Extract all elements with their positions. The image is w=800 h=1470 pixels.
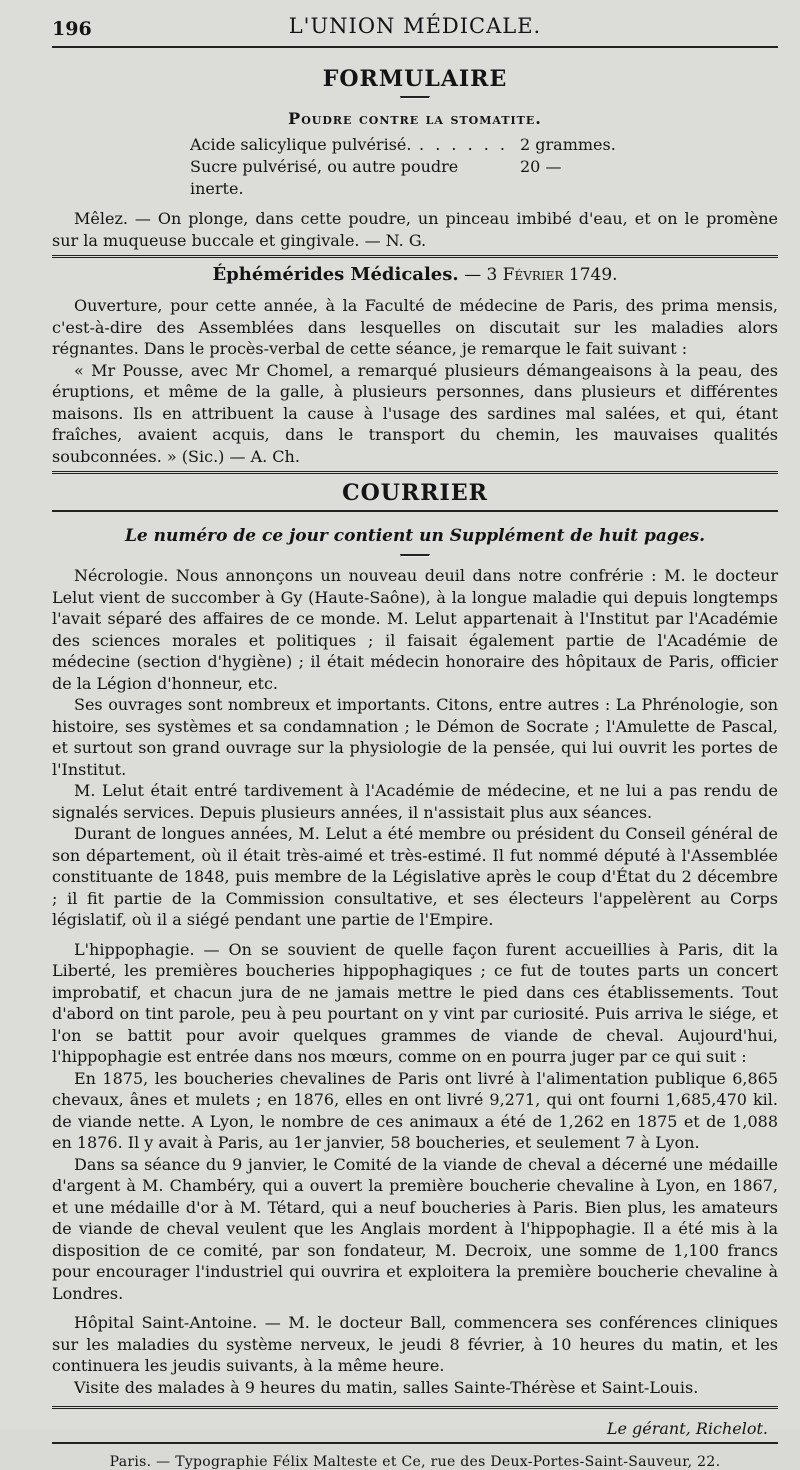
hopital-paragraph: Visite des malades à 9 heures du matin, salles Sainte-Thérèse et Saint-Louis. <box>74 1377 699 1397</box>
hippophagie-paragraph: En 1875, les boucheries chevalines de Paris ont livré à l'alimentation publique 6,865 chevaux, ânes et mulets ; en 1876, elles en ont livré 9,271, qui ont fourni 1,685,470 kil. de viande nette. A Lyon, le nombre de ces animaux a été de 1,262 en 1875 et de 1,088 en 1876. Il y avait à Paris, au 1er janvier, 58 boucheries, et seulement 7 à Lyon. <box>52 1068 778 1152</box>
ephemerides-paragraph: Ouverture, pour cette année, à la Faculté de médecine de Paris, des prima mensis, c'est-à-dire des Assemblées dans lesquelles on discutait sur les maladies alors régnantes. Dans le procès-verbal de cette séance, je remarque le fait suivant : <box>52 296 778 358</box>
ephemerides-heading <box>52 264 778 285</box>
page-number: 196 <box>52 18 92 40</box>
ingredient-name: Sucre pulvérisé, ou autre poudre inerte. <box>190 157 459 198</box>
recipe-ingredients <box>190 134 640 200</box>
ingredient-quantity: 20 — <box>520 157 562 176</box>
courrier-title: COURRIER <box>342 480 488 506</box>
hippophagie-paragraph: Dans sa séance du 9 janvier, le Comité de la viande de cheval a décerné une médaille d'argent à M. Chambéry, qui a ouvert la première boucherie chevaline à Lyon, en 1867, et une médaille d'or à M. Tétard, qui a neuf boucheries à Paris. Bien plus, les amateurs de viande de cheval veulent que les Anglais mordent à l'hippophagie. Il a été mis à la disposition de ce comité, par son fondateur, M. Decroix, une somme de 1,100 francs pour encourager l'industriel qui ouvrira et exploitera la première boucherie chevaline à Londres. <box>52 1154 778 1303</box>
necrologie-paragraph: Ses ouvrages sont nombreux et importants. Citons, entre autres : La Phrénologie, son histoire, ses systèmes et sa condamnation ; le Démon de Socrate ; l'Amulette de Pascal, et surtout son grand ouvrage sur la physiologie de la pensée, qui lui ouvrit les portes de l'Institut. <box>52 695 778 779</box>
short-rule <box>400 96 430 99</box>
necrologie-paragraph: M. Lelut était entré tardivement à l'Académie de médecine, et ne lui a pas rendu de signalés services. Depuis plusieurs années, il n'assistait plus aux séances. <box>52 781 778 822</box>
recipe-instructions: Mêlez. — On plonge, dans cette poudre, un pinceau imbibé d'eau, et on le promène sur la muqueuse buccale et gingivale. — N. G. <box>52 209 778 250</box>
gerant-signature <box>52 1419 768 1438</box>
hopital-paragraph: Hôpital Saint-Antoine. — M. le docteur Ball, commencera ses conférences cliniques sur les maladies du système nerveux, le jeudi 8 février, à 10 heures du matin, et les continuera les jeudis suivants, à la même heure. <box>52 1313 778 1375</box>
necrologie-paragraph: Nécrologie. Nous annonçons un nouveau deuil dans notre confrérie : M. le docteur Lelut vient de succomber à Gy (Haute-Saône), à la longue maladie qui depuis longtemps l'avait séparé des affaires de ce monde. M. Lelut appartenait à l'Institut par l'Académie des sciences morales et politiques ; il faisait également partie de l'Académie de médecine (section d'hygiène) ; il était médecin honoraire des hôpitaux de Paris, officier de la Légion d'honneur, etc. <box>52 566 778 693</box>
journal-title: L'UNION MÉDICALE. <box>288 14 542 38</box>
ephemerides-quote: « Mr Pousse, avec Mr Chomel, a remarqué plusieurs démangeaisons à la peau, des éruptions, et même de la galle, à plusieurs personnes, dans plusieurs et différentes maisons. Ils en attribuent la cause à l'usage des sardines mal salées, et qui, étant fraîches, avaient acquis, dans le transport du chemin, les mauvaises qualités soubconnées. » (Sic.) — A. Ch. <box>52 360 778 466</box>
ingredient-name: Acide salicylique pulvérisé. <box>190 135 412 154</box>
imprint-rule <box>52 1442 778 1444</box>
signature-text: Le gérant, Richelot. <box>606 1419 768 1438</box>
hippophagie-paragraph: L'hippophagie. — On se souvient de quelle façon furent accueillies à Paris, dit la Liberté, les premières boucheries hippophagiques ; ce fut de toutes parts un concert improbatif, et chacun jura de ne jamais mettre le pied dans ces établissements. Tout d'abord on tint parole, peu à peu pourtant on y vint par curiosité. Puis arriva le siége, et l'on se battit pour avoir quelques grammes de viande de cheval. Aujourd'hui, l'hippophagie est entrée dans nos mœurs, comme on en pourra juger par ce qui suit : <box>52 939 778 1066</box>
header-rule <box>52 46 778 48</box>
running-head <box>52 6 778 46</box>
ingredient-row <box>190 134 640 156</box>
section-divider <box>52 255 778 258</box>
ephemerides-title: Éphémérides Médicales. <box>212 264 459 285</box>
printer-imprint: Paris. — Typographie Félix Malteste et Ce, rue des Deux-Portes-Saint-Sauveur, 22. <box>109 1454 721 1470</box>
section-divider <box>52 471 778 474</box>
ingredient-row <box>190 156 640 200</box>
footer-divider <box>52 1406 778 1409</box>
recipe-title: Poudre contre la stomatite. <box>288 109 542 128</box>
necrologie-paragraph: Durant de longues années, M. Lelut a été membre ou président du Conseil général de son département, où il était très-aimé et très-estimé. Il fut nommé député à l'Assemblée constituante de 1848, puis membre de la Législative après le coup d'État du 2 décembre ; il fit partie de la Commission consultative, et ses électeurs l'appelèrent au Corps législatif, où il a siégé pendant une partie de l'Empire. <box>52 824 778 929</box>
short-rule <box>400 554 430 557</box>
ingredient-quantity: 2 grammes. <box>520 135 616 154</box>
formulaire-title: FORMULAIRE <box>322 66 508 92</box>
courrier-rule <box>52 510 778 512</box>
ephemerides-date: — 3 Février 1749. <box>464 265 618 285</box>
supplement-notice: Le numéro de ce jour contient un Supplément de huit pages. <box>124 526 706 546</box>
leader-dots: . . . . . . <box>419 135 508 154</box>
